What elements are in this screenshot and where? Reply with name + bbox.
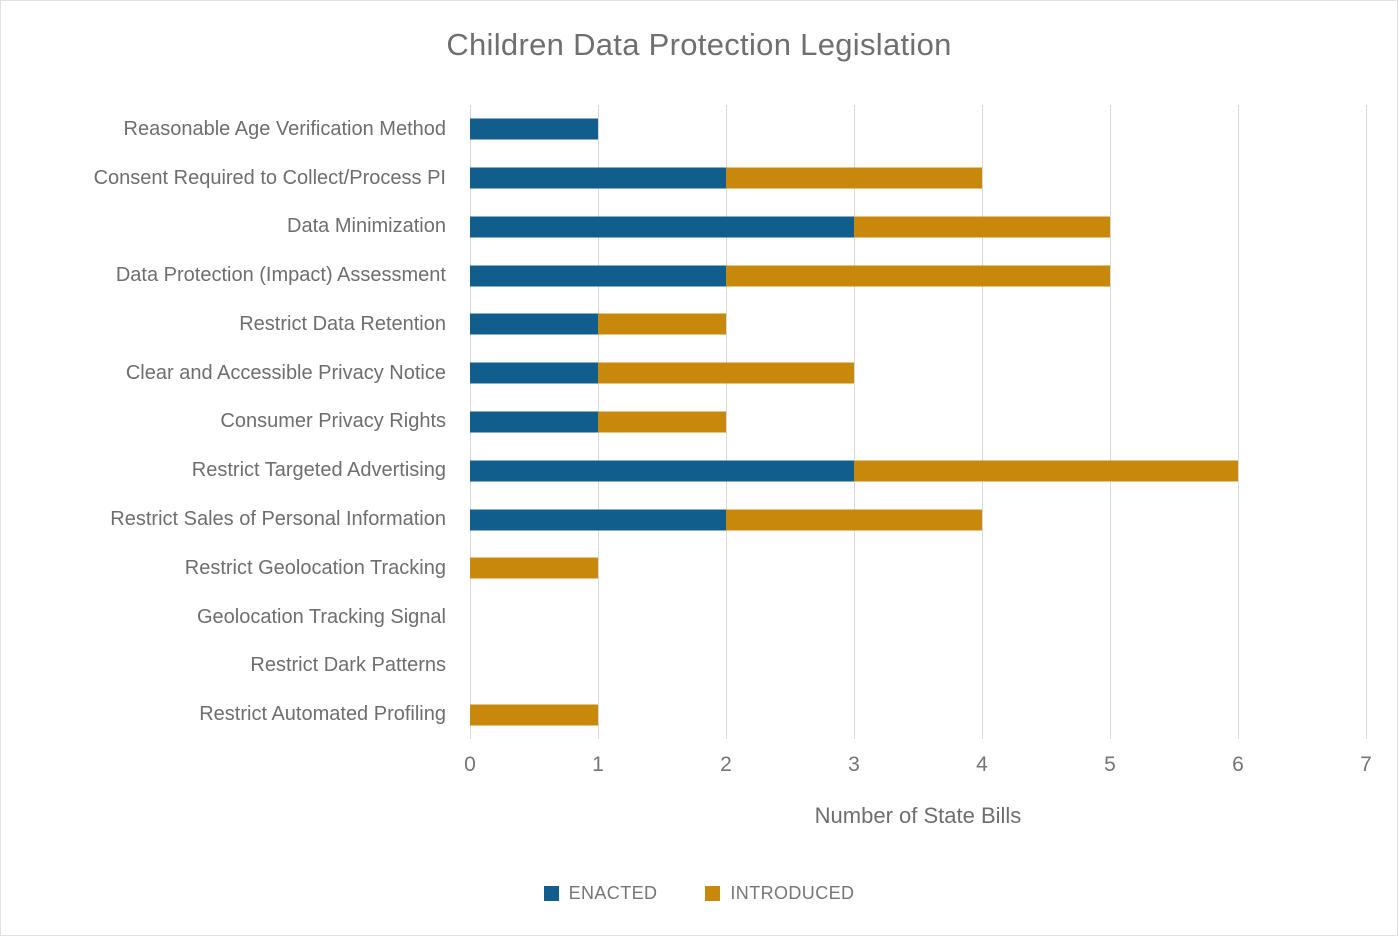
bar-row: [470, 105, 1366, 154]
category-label: Restrict Geolocation Tracking: [184, 556, 446, 579]
bar-segment-introduced: [854, 460, 1238, 481]
category-label: Restrict Targeted Advertising: [191, 459, 446, 482]
bar-segment-introduced: [470, 704, 598, 725]
bar-segment-introduced: [726, 168, 982, 189]
bar-segment-enacted: [470, 460, 854, 481]
bar-segment-introduced: [470, 558, 598, 579]
category-label: Clear and Accessible Privacy Notice: [125, 361, 446, 384]
x-tick-label: 0: [464, 753, 476, 776]
bar-row: [470, 495, 1366, 544]
bar-rows: [470, 105, 1366, 739]
bar-row: [470, 203, 1366, 252]
x-tick-label: 4: [976, 753, 988, 776]
bar-row: [470, 349, 1366, 398]
bar-segment-enacted: [470, 509, 726, 530]
legend-item-introduced: [705, 883, 854, 904]
category-label: Data Protection (Impact) Assessment: [115, 264, 446, 287]
category-label: Reasonable Age Verification Method: [123, 117, 446, 140]
category-label: Consumer Privacy Rights: [220, 410, 446, 433]
bar-segment-introduced: [854, 216, 1110, 237]
x-tick-label: 5: [1104, 753, 1116, 776]
bar-segment-introduced: [726, 265, 1110, 286]
bar-row: [470, 154, 1366, 203]
bar-segment-enacted: [470, 119, 598, 140]
bar-row: [470, 446, 1366, 495]
x-tick-label: 1: [592, 753, 604, 776]
chart-title: Children Data Protection Legislation: [446, 27, 952, 62]
bar-row: [470, 300, 1366, 349]
legend-label: INTRODUCED: [730, 883, 855, 903]
category-axis: [1, 105, 470, 739]
bar-segment-enacted: [470, 265, 726, 286]
plot-area: [470, 105, 1366, 739]
bar-segment-enacted: [470, 168, 726, 189]
bar-segment-introduced: [598, 411, 726, 432]
bar-segment-introduced: [598, 363, 854, 384]
category-label: Data Minimization: [287, 215, 446, 238]
category-label: Geolocation Tracking Signal: [196, 605, 446, 628]
bar-segment-introduced: [726, 509, 982, 530]
legend: [1, 883, 1397, 904]
x-axis-title: Number of State Bills: [814, 803, 1022, 828]
bar-segment-enacted: [470, 411, 598, 432]
x-tick-label: 2: [720, 753, 732, 776]
bar-row: [470, 641, 1366, 690]
category-label: Restrict Data Retention: [239, 312, 446, 335]
legend-swatch-icon: [705, 886, 720, 901]
bar-row: [470, 251, 1366, 300]
x-axis-ticks: [464, 753, 1372, 783]
bar-row: [470, 690, 1366, 739]
x-tick-label: 7: [1360, 753, 1372, 776]
category-label: Restrict Dark Patterns: [250, 654, 446, 677]
bar-row: [470, 593, 1366, 642]
legend-label: ENACTED: [568, 883, 658, 903]
bar-segment-introduced: [598, 314, 726, 335]
x-tick-label: 3: [848, 753, 860, 776]
gridline: [1366, 105, 1367, 739]
x-tick-label: 6: [1232, 753, 1244, 776]
category-label: Restrict Sales of Personal Information: [110, 508, 446, 530]
legend-item-enacted: [544, 883, 658, 904]
bar-segment-enacted: [470, 216, 854, 237]
bar-segment-enacted: [470, 363, 598, 384]
category-label: Restrict Automated Profiling: [199, 703, 446, 726]
bar-row: [470, 398, 1366, 447]
bar-row: [470, 544, 1366, 593]
legend-swatch-icon: [544, 886, 559, 901]
bar-segment-enacted: [470, 314, 598, 335]
category-label: Consent Required to Collect/Process PI: [93, 166, 446, 189]
